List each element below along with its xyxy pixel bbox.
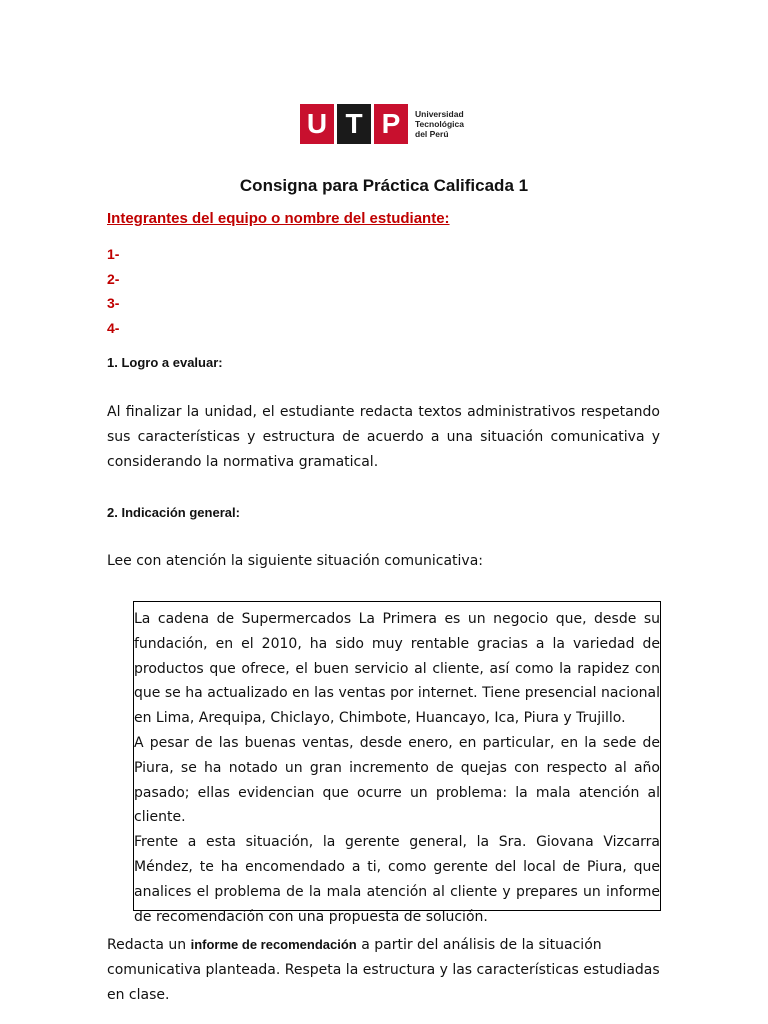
section2-heading: 2. Indicación general: — [107, 505, 240, 520]
team-item-3: 3- — [107, 295, 120, 311]
situation-paragraph-1: La cadena de Supermercados La Primera es un negocio que, desde su fundación, en el 2010, ha sido muy rentable gracias a la variedad de productos que ofrece, el buen servicio al cliente, así como la rapidez con que se ha actualizado en las ventas por internet. Tiene presencial nacional en Lima, Arequipa, Chiclayo, Chimbote, Huancayo, Ica, Piura y Trujillo. — [134, 611, 660, 727]
section1-heading: 1. Logro a evaluar: — [107, 355, 223, 370]
logo-text-line1: Universidad — [415, 109, 464, 119]
final-instruction — [107, 932, 660, 1008]
logo-text-line2: Tecnológica — [415, 119, 464, 129]
section2-intro: Lee con atención la siguiente situación comunicativa: — [107, 553, 484, 569]
document-title: Consigna para Práctica Calificada 1 — [239, 176, 529, 195]
situation-box — [133, 601, 661, 925]
logo-text — [415, 109, 464, 139]
logo-letter-p: P — [374, 104, 408, 144]
team-item-2: 2- — [107, 270, 120, 287]
team-list — [107, 244, 119, 342]
final-bold: informe de recomendación — [190, 937, 357, 952]
team-item-4: 4- — [107, 319, 120, 336]
situation-paragraph-2: A pesar de las buenas ventas, desde enero, en particular, en la sede de Piura, se ha notado un gran incremento de quejas con respecto al año pasado; ellas evidencian que ocurre un problema: la mala atención al cliente. — [134, 734, 660, 826]
logo-letter-u: U — [300, 104, 334, 144]
team-item-1: 1- — [107, 246, 120, 262]
utp-logo — [300, 104, 472, 144]
logo-text-line3: del Perú — [415, 129, 449, 139]
logo-letter-t: T — [337, 104, 371, 144]
section1-text: Al finalizar la unidad, el estudiante redacta textos administrativos respetando sus características y estructura de acuerdo a una situación comunicativa y considerando la normativa gramatical. — [107, 404, 660, 470]
team-heading: Integrantes del equipo o nombre del estudiante: — [107, 210, 450, 227]
final-before: Redacta un — [107, 937, 191, 953]
situation-paragraph-3: Frente a esta situación, la gerente general, la Sra. Giovana Vizcarra Méndez, te ha encomendado a ti, como gerente del local de Piura, que analices el problema de la mala atención al cliente y prepares un informe de recomendación con una propuesta de solución. — [134, 834, 660, 925]
final-after: a partir del análisis de la situación comunicativa planteada. Respeta la estructura y las características estudiadas en clase. — [107, 937, 660, 1003]
